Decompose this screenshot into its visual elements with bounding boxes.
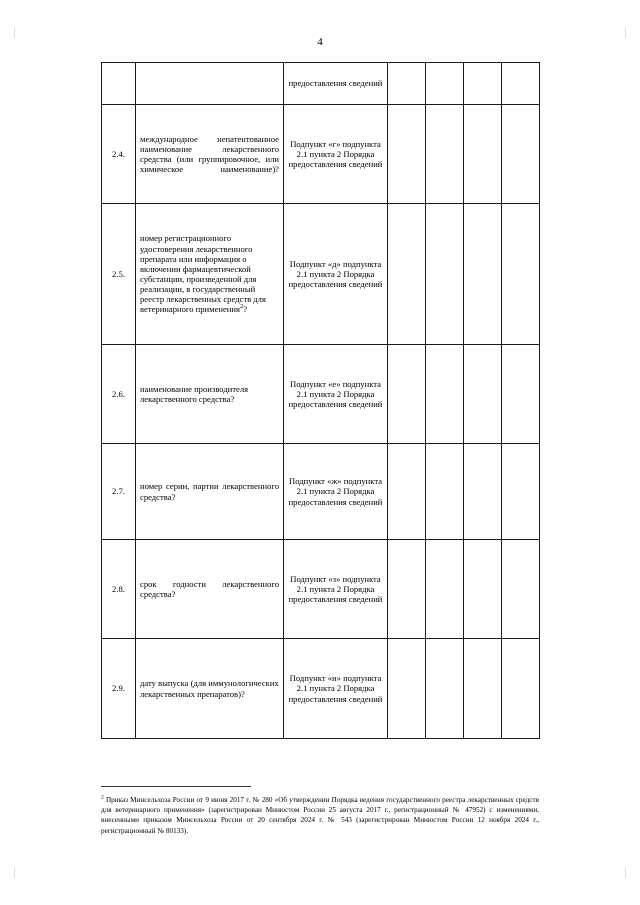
cell-number: 2.7. [102, 444, 136, 540]
cell-answer-d[interactable] [502, 105, 540, 204]
cell-answer-d[interactable] [502, 639, 540, 739]
cell-number: 2.4. [102, 105, 136, 204]
cell-norm: Подпункт «ж» подпункта 2.1 пункта 2 Порядка предоставления сведений [284, 444, 388, 540]
cell-question: номер регистрационного удостоверения лекарственного препарата или информация о включении фармацевтической субстанции, произведенной для реализации, в государственный реестр лекарственных средств для ветеринарного применения$^2$? [136, 204, 284, 345]
cell-answer-b[interactable] [426, 540, 464, 639]
cell-norm: Подпункт «е» подпункта 2.1 пункта 2 Порядка предоставления сведений [284, 345, 388, 444]
cell-question: номер серии, партии лекарственного средства? [136, 444, 284, 540]
cell-answer-d[interactable] [502, 444, 540, 540]
table-row [102, 204, 540, 345]
cell-question [136, 63, 284, 105]
cell-answer-b[interactable] [426, 639, 464, 739]
cell-answer-d[interactable] [502, 63, 540, 105]
cell-answer-a[interactable] [388, 63, 426, 105]
cell-answer-b[interactable] [426, 63, 464, 105]
margin-mark [625, 868, 626, 878]
cell-number: 2.5. [102, 204, 136, 345]
cell-answer-a[interactable] [388, 345, 426, 444]
table-row [102, 105, 540, 204]
cell-answer-c[interactable] [464, 105, 502, 204]
table-row [102, 540, 540, 639]
cell-answer-c[interactable] [464, 63, 502, 105]
checklist-table [101, 62, 540, 739]
cell-norm: Подпункт «и» подпункта 2.1 пункта 2 Порядка предоставления сведений [284, 639, 388, 739]
cell-question: наименование производителя лекарственного средства? [136, 345, 284, 444]
cell-question: международное непатентованное наименование лекарственного средства (или группировочное, или химическое наименование)? [136, 105, 284, 204]
footnote-body: Приказ Минсельхоза России от 9 июня 2017 г. № 280 «Об утверждении Порядка ведения государственного реестра лекарственных средств для ветеринарного применения» (зарегистрирован Минюстом России 25 августа 2017 г., регистрационный № 47952) с изменениями, внесенными приказом Минсельхоза России от 20 сентября 2024 г. № 543 (зарегистрирован Минюстом России 12 ноября 2024 г., регистрационный № 80133). [101, 796, 539, 835]
cell-answer-a[interactable] [388, 105, 426, 204]
table-row [102, 63, 540, 105]
cell-norm: Подпункт «г» подпункта 2.1 пункта 2 Порядка предоставления сведений [284, 105, 388, 204]
cell-answer-c[interactable] [464, 540, 502, 639]
footnote-marker: 2 [101, 794, 104, 801]
cell-norm: предоставления сведений [284, 63, 388, 105]
cell-answer-d[interactable] [502, 345, 540, 444]
page-number: 4 [317, 36, 323, 48]
footnote-reference: 2 [239, 303, 244, 311]
cell-answer-a[interactable] [388, 639, 426, 739]
cell-number: 2.9. [102, 639, 136, 739]
cell-number: 2.6. [102, 345, 136, 444]
cell-answer-c[interactable] [464, 444, 502, 540]
cell-answer-c[interactable] [464, 639, 502, 739]
cell-answer-d[interactable] [502, 204, 540, 345]
cell-norm: Подпункт «з» подпункта 2.1 пункта 2 Порядка предоставления сведений [284, 540, 388, 639]
table-row [102, 345, 540, 444]
cell-answer-d[interactable] [502, 540, 540, 639]
footnote-separator [101, 786, 251, 787]
cell-answer-b[interactable] [426, 204, 464, 345]
cell-answer-c[interactable] [464, 345, 502, 444]
margin-mark [14, 868, 15, 878]
table-row [102, 444, 540, 540]
cell-question: срок годности лекарственного средства? [136, 540, 284, 639]
cell-question: дату выпуска (для иммунологических лекарственных препаратов)? [136, 639, 284, 739]
cell-norm: Подпункт «д» подпункта 2.1 пункта 2 Порядка предоставления сведений [284, 204, 388, 345]
cell-number: 2.8. [102, 540, 136, 639]
cell-answer-b[interactable] [426, 105, 464, 204]
table-row [102, 639, 540, 739]
cell-answer-b[interactable] [426, 345, 464, 444]
cell-number [102, 63, 136, 105]
cell-answer-c[interactable] [464, 204, 502, 345]
cell-answer-a[interactable] [388, 204, 426, 345]
cell-answer-b[interactable] [426, 444, 464, 540]
cell-answer-a[interactable] [388, 540, 426, 639]
cell-answer-a[interactable] [388, 444, 426, 540]
footnote-text [101, 795, 539, 836]
